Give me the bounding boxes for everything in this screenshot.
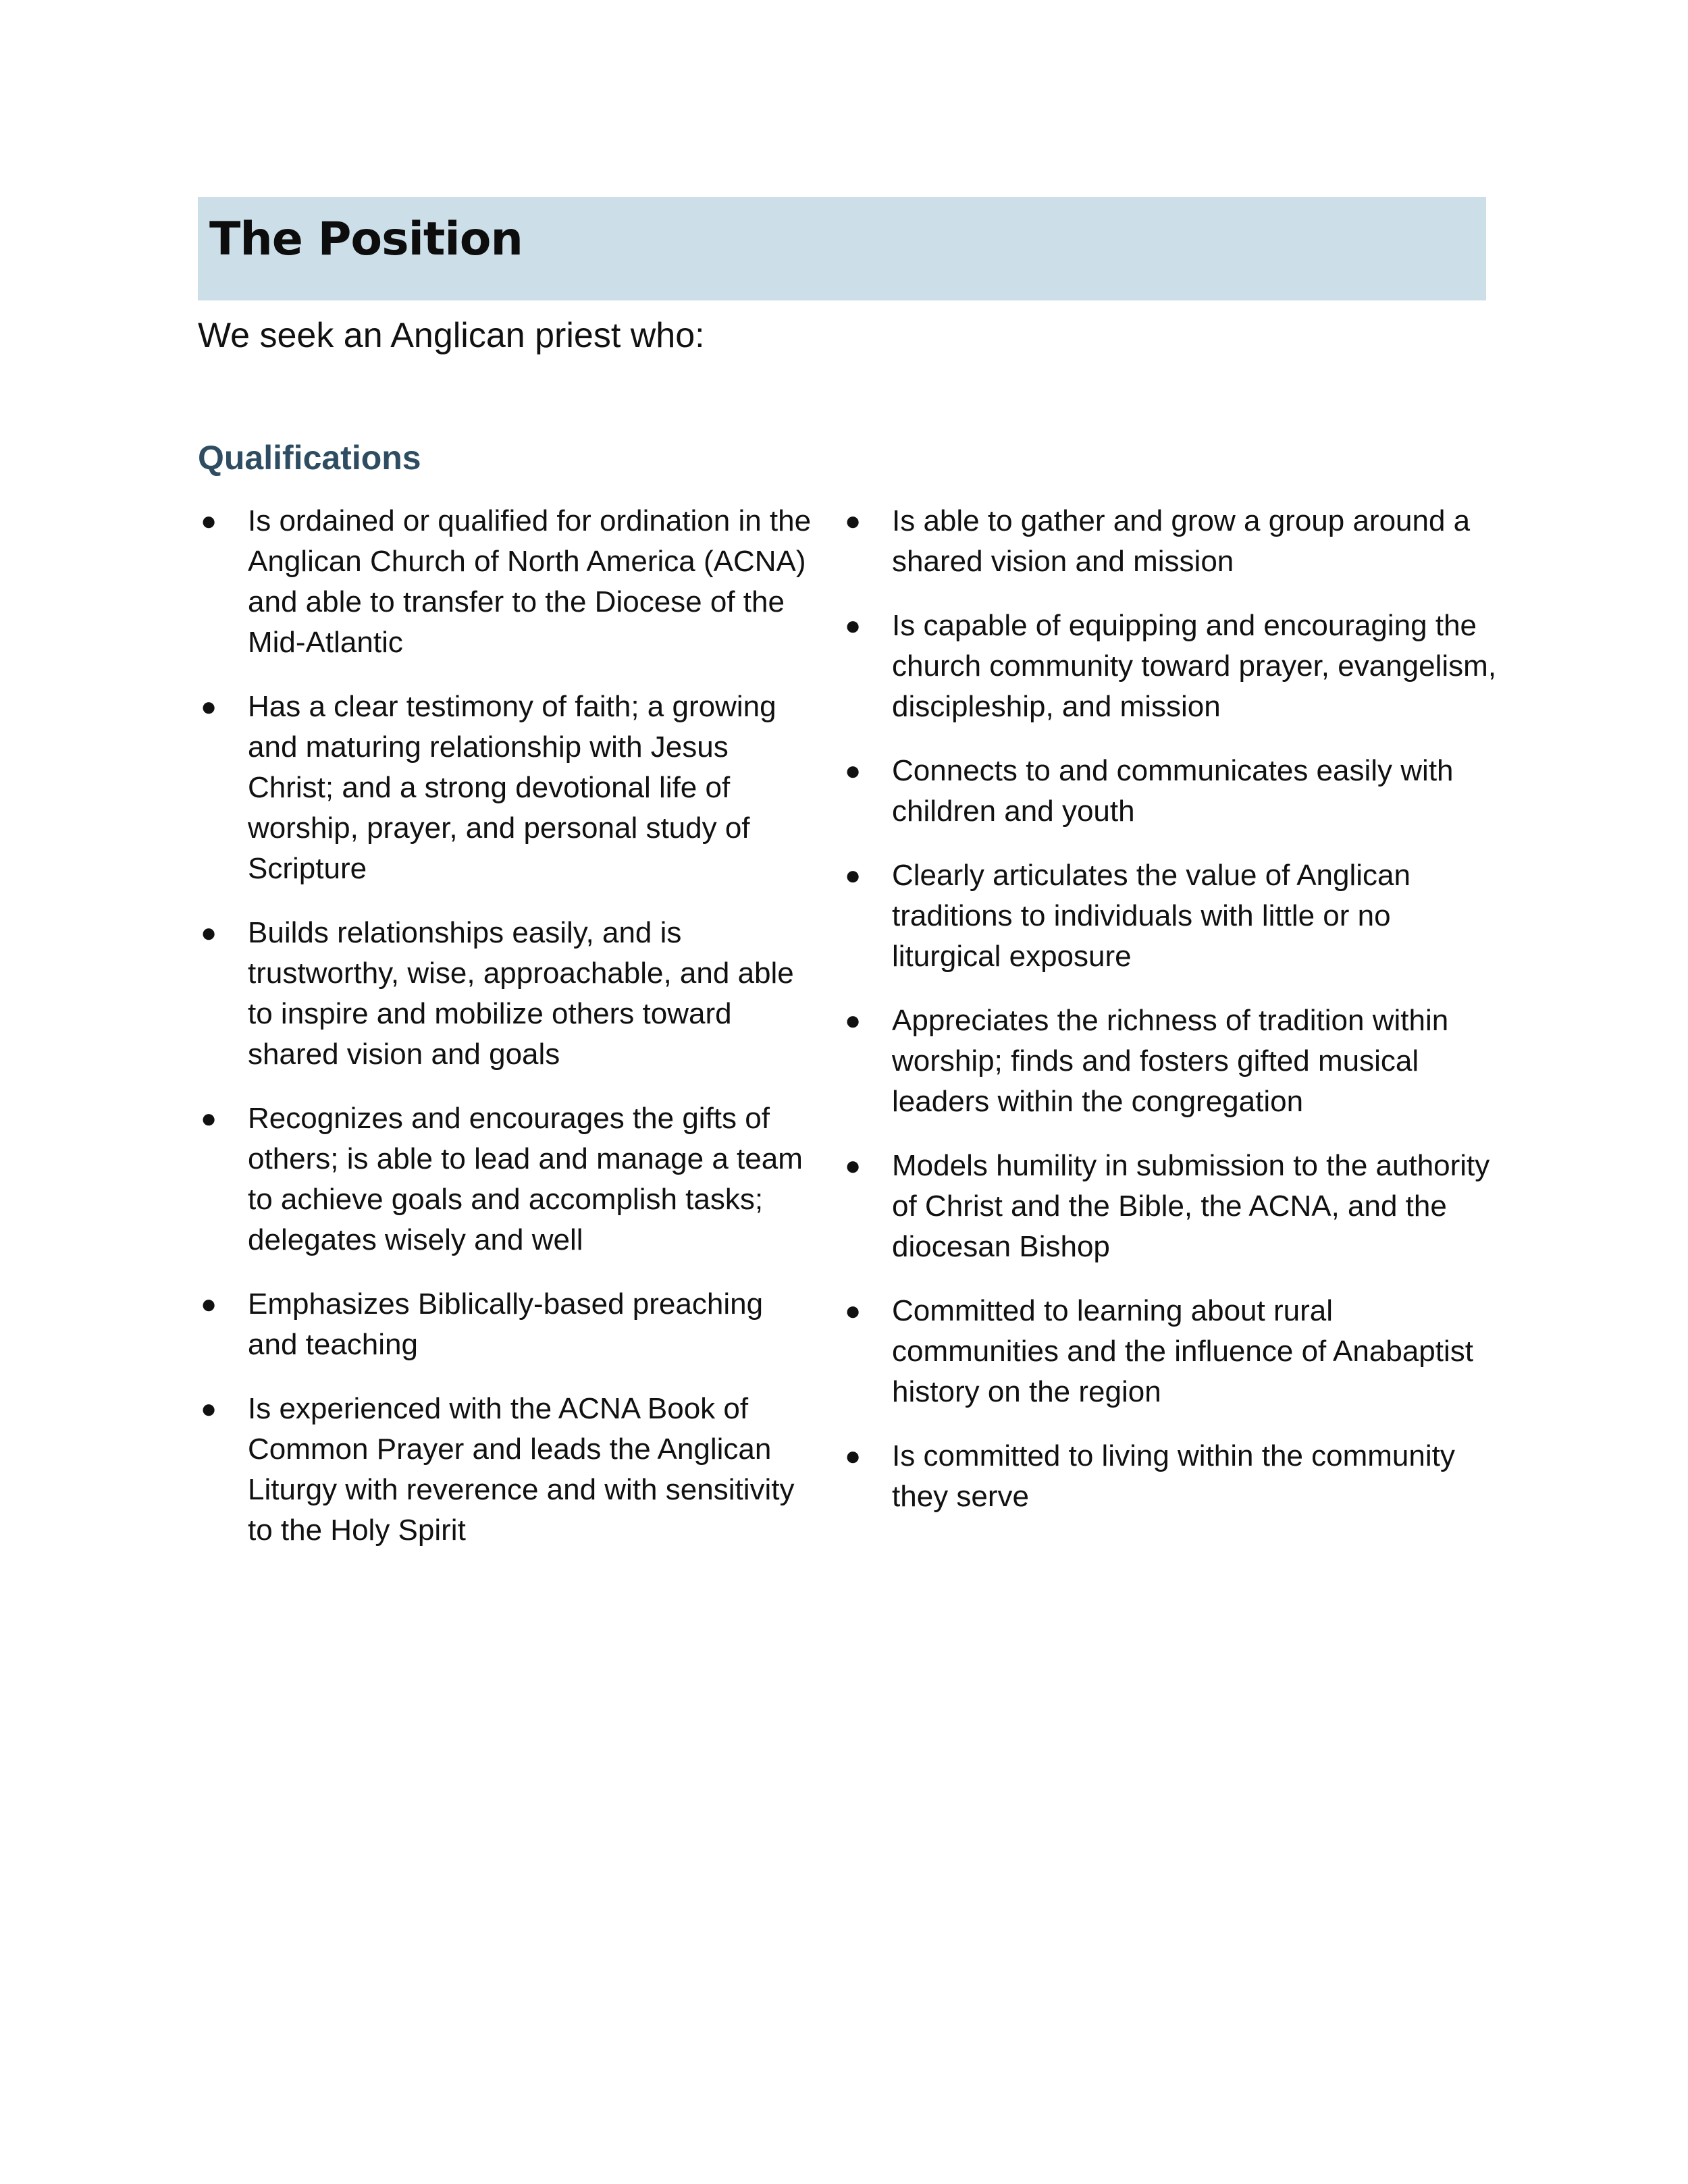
bullet-icon: ● xyxy=(201,918,217,948)
list-item xyxy=(842,1291,1497,1412)
bullet-icon: ● xyxy=(201,692,217,722)
list-item-text: Recognizes and encourages the gifts of others; is able to lead and manage a team to achieve goals and accomplish tasks; delegates wisely and well xyxy=(248,1102,803,1256)
title-banner xyxy=(198,197,1486,300)
bullet-icon: ● xyxy=(201,506,217,536)
list-item xyxy=(842,1001,1497,1122)
bullet-icon: ● xyxy=(845,1006,862,1036)
list-item-text: Connects to and communicates easily with children and youth xyxy=(892,754,1454,828)
bullet-icon: ● xyxy=(845,1151,862,1181)
list-item-text: Has a clear testimony of faith; a growing and maturing relationship with Jesus Christ; and a strong devotional life of worship, prayer, and personal study of Scripture xyxy=(248,690,776,885)
list-item xyxy=(198,501,819,663)
list-item-text: Emphasizes Biblically-based preaching and teaching xyxy=(248,1287,764,1361)
list-item-text: Is experienced with the ACNA Book of Common Prayer and leads the Anglican Liturgy with reverence and with sensitivity to the Holy Spirit xyxy=(248,1392,795,1547)
page-title: The Position xyxy=(209,213,523,266)
list-item xyxy=(198,913,819,1075)
intro-text: We seek an Anglican priest who: xyxy=(198,316,705,355)
bullet-icon: ● xyxy=(201,1104,217,1134)
list-item xyxy=(842,855,1497,977)
list-item-text: Builds relationships easily, and is trustworthy, wise, approachable, and able to inspire and mobilize others toward shared vision and goals xyxy=(248,916,794,1071)
list-item-text: Is committed to living within the community they serve xyxy=(892,1439,1455,1513)
list-item xyxy=(842,501,1497,582)
list-item-text: Appreciates the richness of tradition within worship; finds and fosters gifted musical leaders within the congregation xyxy=(892,1004,1449,1118)
list-item xyxy=(842,606,1497,727)
bullet-icon: ● xyxy=(845,861,862,890)
list-item xyxy=(842,751,1497,832)
list-item-text: Is capable of equipping and encouraging the church community toward prayer, evangelism, discipleship, and mission xyxy=(892,609,1497,723)
bullet-icon: ● xyxy=(845,506,862,536)
list-item-text: Is ordained or qualified for ordination in the Anglican Church of North America (ACNA) and able to transfer to the Diocese of the Mid-Atlantic xyxy=(248,504,812,659)
bullet-icon: ● xyxy=(845,756,862,786)
qualifications-list-left xyxy=(198,501,819,1574)
qualifications-heading: Qualifications xyxy=(198,439,421,477)
list-item-text: Is able to gather and grow a group around a shared vision and mission xyxy=(892,504,1471,578)
list-item xyxy=(198,687,819,889)
bullet-icon: ● xyxy=(201,1394,217,1424)
bullet-icon: ● xyxy=(201,1289,217,1319)
list-item xyxy=(842,1146,1497,1267)
bullet-icon: ● xyxy=(845,611,862,641)
list-item xyxy=(198,1284,819,1365)
list-item xyxy=(198,1389,819,1551)
qualifications-list-right xyxy=(842,501,1497,1541)
bullet-icon: ● xyxy=(845,1296,862,1326)
list-item-text: Committed to learning about rural communities and the influence of Anabaptist history on the region xyxy=(892,1294,1473,1408)
list-item xyxy=(198,1098,819,1260)
list-item-text: Models humility in submission to the authority of Christ and the Bible, the ACNA, and the diocesan Bishop xyxy=(892,1149,1490,1263)
bullet-icon: ● xyxy=(845,1441,862,1471)
list-item-text: Clearly articulates the value of Anglican traditions to individuals with little or no liturgical exposure xyxy=(892,859,1410,973)
list-item xyxy=(842,1436,1497,1517)
